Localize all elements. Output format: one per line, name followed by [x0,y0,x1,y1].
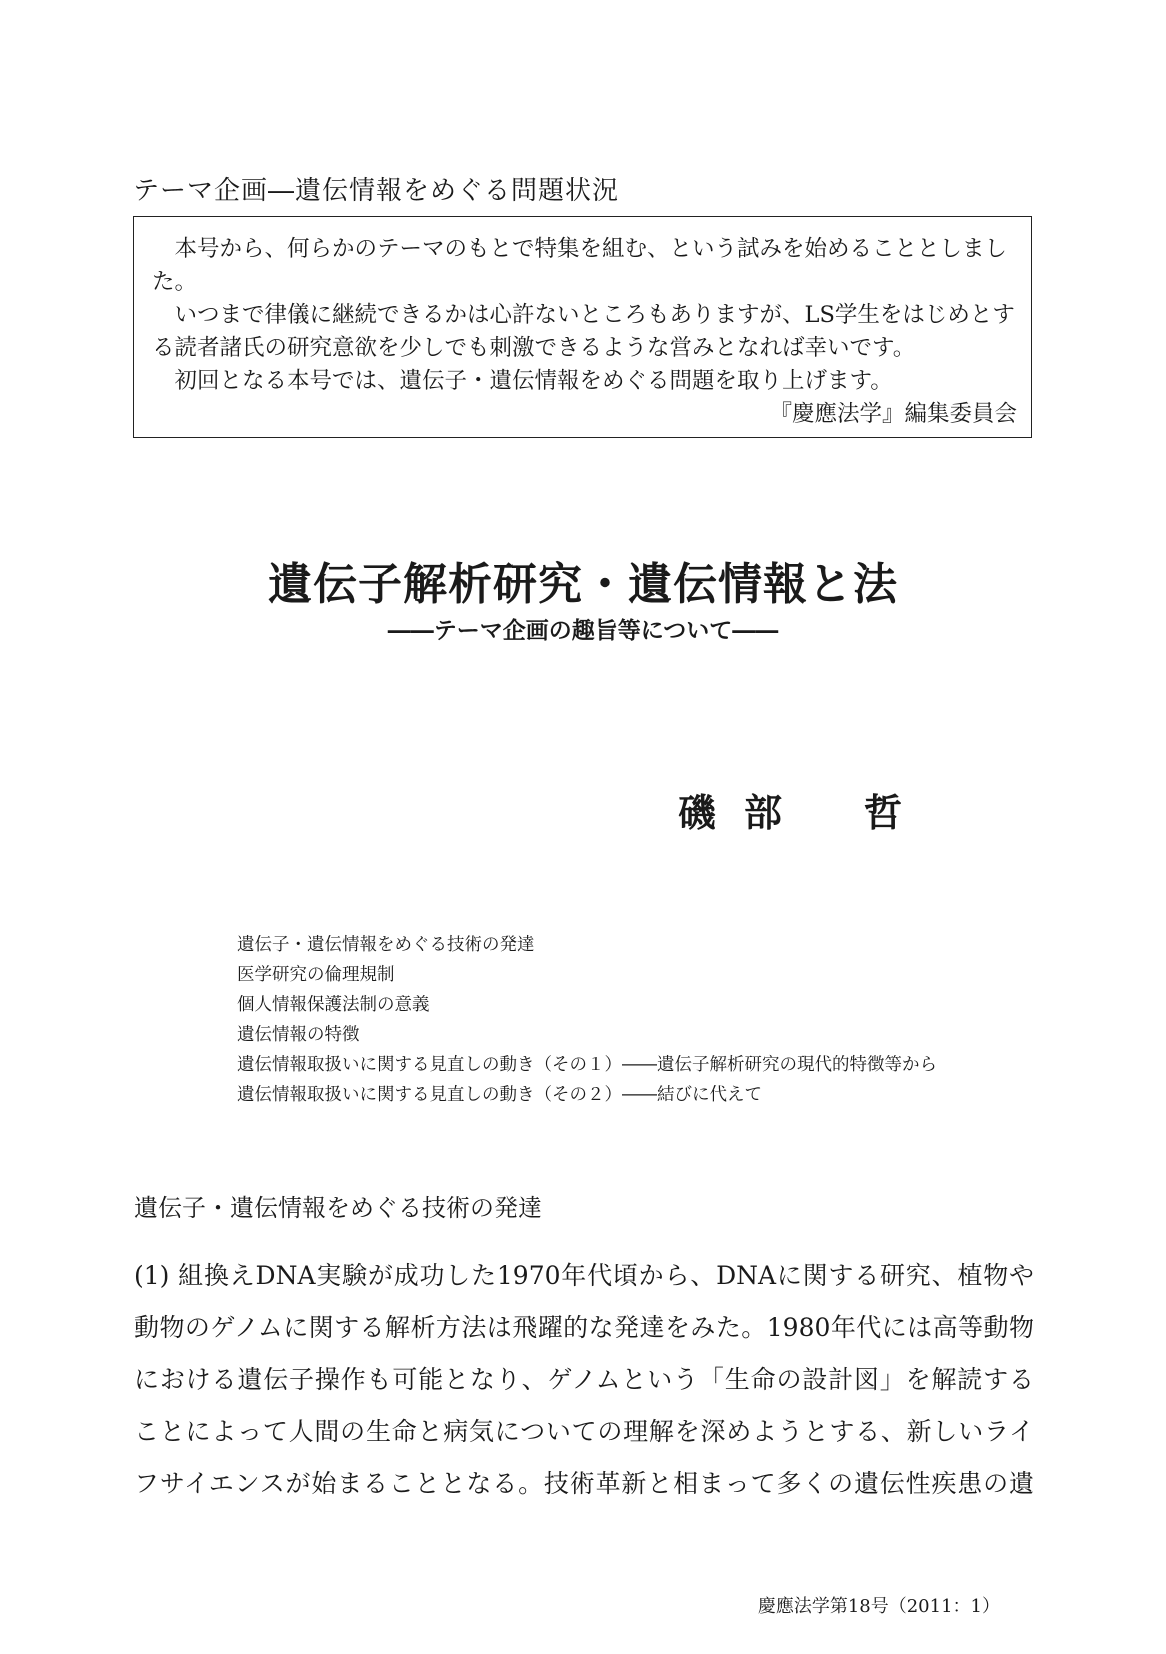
toc-item: 医学研究の倫理規制 [237,965,395,985]
toc-item: 遺伝子・遺伝情報をめぐる技術の発達 [237,935,535,955]
intro-box [133,216,1032,438]
intro-paragraph-1: 本号から、何らかのテーマのもとで特集を組む、という試みを始めることとしました。 [152,236,1008,295]
body-line: 動物のゲノムに関する解析方法は飛躍的な発達をみた。1980年代には高等動物 [134,1313,1034,1342]
body-line: (1) 組換えDNA実験が成功した1970年代頃から、DNAに関する研究、植物や [134,1261,1034,1290]
body-line: フサイエンスが始まることとなる。技術革新と相まって多くの遺伝性疾患の遺 [134,1469,1034,1498]
article-subtitle: ――テーマ企画の趣旨等について―― [387,617,779,644]
body-line: ことによって人間の生命と病気についての理解を深めようとする、新しいライ [134,1417,1034,1446]
journal-footer: 慶應法学第18号（2011：1） [757,1596,1000,1617]
theme-header: テーマ企画―遺伝情報をめぐる問題状況 [133,176,620,206]
section-heading: 遺伝子・遺伝情報をめぐる技術の発達 [134,1194,542,1222]
toc-item: 個人情報保護法制の意義 [237,995,430,1015]
body-paragraph [134,1250,1034,1510]
table-of-contents [237,930,937,1110]
intro-paragraph-2: いつまで律儀に継続できるかは心許ないところもありますが、LS学生をはじめとする読者諸氏の研究意欲を少しでも刺激できるような営みとなれば幸いです。 [152,302,1015,361]
editorial-committee-signature: 『慶應法学』編集委員会 [769,401,1017,427]
author-surname-2: 部 [744,790,783,835]
toc-item: 遺伝情報取扱いに関する見直しの動き（その２）――結びに代えて [237,1085,762,1105]
intro-paragraph-3: 初回となる本号では、遺伝子・遺伝情報をめぐる問題を取り上げます。 [174,368,893,394]
toc-item: 遺伝情報取扱いに関する見直しの動き（その１）――遺伝子解析研究の現代的特徴等から [237,1055,937,1075]
author-given-name: 哲 [864,790,903,835]
author-surname-1: 磯 [678,790,717,835]
toc-item: 遺伝情報の特徴 [237,1025,360,1045]
article-title: 遺伝子解析研究・遺伝情報と法 [268,559,898,610]
body-line: における遺伝子操作も可能となり、ゲノムという「生命の設計図」を解読する [134,1365,1034,1394]
